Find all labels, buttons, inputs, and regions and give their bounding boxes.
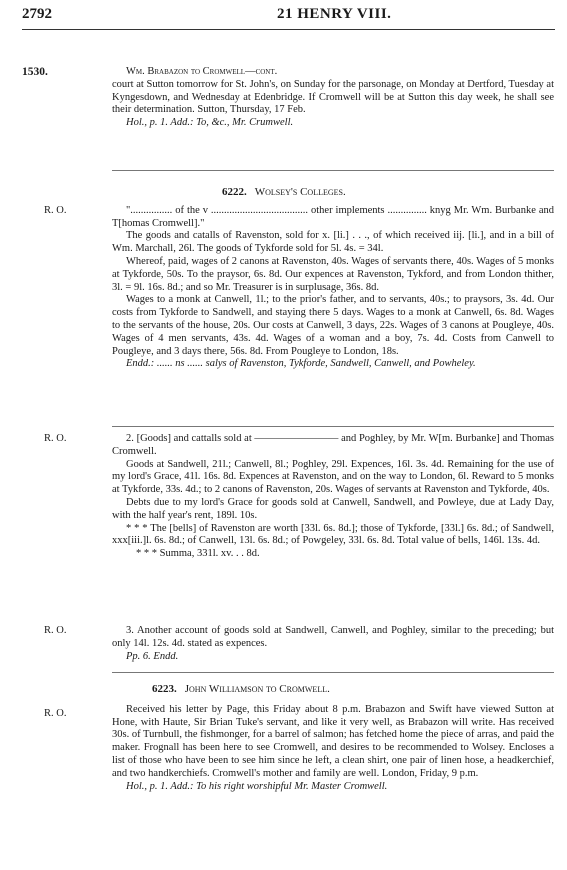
entry-footer: Hol., p. 1. Add.: To his right worshipful Mr. Master Cromwell. <box>126 780 388 792</box>
margin-ro-6222: R. O. <box>44 205 67 216</box>
paragraph: * * * Summa, 331l. xv. . . 8d. <box>136 548 260 560</box>
header-rule <box>22 29 555 30</box>
entry-6222-part3 <box>112 625 554 663</box>
margin-ro-6222-3: R. O. <box>44 625 67 636</box>
margin-ro-6222-2: R. O. <box>44 433 67 444</box>
entry-6222 <box>112 186 554 371</box>
section-divider <box>112 170 554 171</box>
entry-6222-part2 <box>112 433 554 561</box>
entry-body: court at Sutton tomorrow for St. John's, on Sunday for the parsonage, on Monday at Dertford, Tuesday at Kyngesdown, and Wednesday at Edenbridge. If Cromwell will be at Sutton this day week, he shall see their determination. Sutton, Thursday, 17 Feb. <box>112 78 554 116</box>
paragraph: "................ of the v ..................................... other implements ............... knyg Mr. Wm. Burbanke and T[homas Cromwell]." <box>112 204 554 229</box>
paragraph: * * * The [bells] of Ravenston are worth [33l. 6s. 8d.]; those of Tykforde, [33l.] 6s. 8d.; of Sandwell, xxx[iii.]l. 6s. 8d.; of Canwell, 13l. 6s. 8d.; of Powgeley, 33l. 6s. 8d. Total value of bells, 146l. 13s. 4d. <box>112 522 554 547</box>
entry-heading: Wm. Brabazon to Cromwell—cont. <box>126 66 278 77</box>
entry-footer: Hol., p. 1. Add.: To, &c., Mr. Crumwell. <box>126 117 294 129</box>
section-divider <box>112 672 554 673</box>
running-header <box>22 6 553 26</box>
entry-number: 6222. <box>222 186 247 198</box>
entry-number: 6223. <box>152 683 177 695</box>
entry-brabazon-continued <box>112 66 554 130</box>
paragraph: The goods and catalls of Ravenston, sold for x. [li.] . . ., of which received iij. [li.], and in a bill of Wm. Marchall, 26l. The goods of Tykforde sold for 5l. 4s. = 34l. <box>112 230 554 255</box>
endorsement: Endd.: ...... ns ...... salys of Ravenston, Tykforde, Sandwell, Canwell, and Powheley. <box>126 358 476 370</box>
paragraph: Whereof, paid, wages of 2 canons at Ravenston, 40s. Wages of servants there, 40s. Wages of 5 monks at Tykforde, 50s. To the praysor, 6s. 8d. Our expences at Ravenston, Tykford, and from London thither, 3l. = 9l. 16s. 8d.; and so Mr. Treasurer is in surplusage, 36s. 8d. <box>112 255 554 293</box>
entry-title: Wolsey's Colleges. <box>254 186 346 198</box>
year-marker: 1530. <box>22 66 48 78</box>
paragraph: 2. [Goods] and cattalls sold at ———————— and Poghley, by Mr. W[m. Burbanke] and Thomas Cromwell. <box>112 433 554 457</box>
paragraph: Wages to a monk at Canwell, 1l.; to the prior's father, and to servants, 40s.; to praysors, 3s. 4d. Our costs from Tykforde to Sandwell, and staying there 5 days. Wages to a monk at Canwell, 6s. 8d. Wages to the servants of the house, 20s. Our costs at Canwell, 3 days, 22s. Wages of 3 canons at Pougleye, 40s. Wages of 4 men servants, 43s. 4d. Wages of a woman and a boy, 7s. 4d. Costs from Canwell to Pougleye, and 3 days there, 56s. 8d. From Pougleye to London, 18s. <box>112 294 554 357</box>
margin-ro-6223: R. O. <box>44 708 67 719</box>
entry-title: John Williamson to Cromwell. <box>184 683 330 695</box>
entry-title-6222 <box>112 186 554 199</box>
running-title: 21 HENRY VIII. <box>277 6 392 22</box>
section-divider <box>112 426 554 427</box>
entry-footer: Pp. 6. Endd. <box>126 650 179 662</box>
paragraph: Received his letter by Page, this Friday about 8 p.m. Brabazon and Swift have viewed Sutton at Hone, with Haute, Sir Brian Tuke's servant, and like it very well, as Brabazon will write. Has received 30s. of Turnbull, the fishmonger, for a barrel of salmon; has fetched home the piece of arras, and paid the maker. Frognall has been here to see Cromwell, and desires to be recommended to Wolsey. Encloses a list of those who have been to see him since he left, a clean shirt, one pair of linen hose, a headkerchief, and two handkerchiefs. Cromwell's mother and family are well. London, Friday, 9 p.m. <box>112 703 554 779</box>
paragraph: Goods at Sandwell, 21l.; Canwell, 8l.; Poghley, 29l. Expences, 16l. 3s. 4d. Remaining for the use of my lord's Grace, 41l. 16s. 8d. Expences at Ravenston, and on the way to London, 6l. Reward to 5 monks at Tykforde, 33s. 4d.; to 2 canons of Ravenston, 20s. Wages of servants at Ravenston and Tykforde, 40s. <box>112 458 554 496</box>
entry-title-6223 <box>112 683 554 696</box>
page-number: 2792 <box>22 6 52 22</box>
paragraph: 3. Another account of goods sold at Sandwell, Canwell, and Poghley, similar to the preceding; but only 14l. 12s. 4d. stated as expences. <box>112 625 554 649</box>
paragraph: Debts due to my lord's Grace for goods sold at Canwell, Sandwell, and Powleye, due at Lady Day, with the half year's rent, 189l. 10s. <box>112 496 554 521</box>
entry-6223 <box>112 683 554 793</box>
